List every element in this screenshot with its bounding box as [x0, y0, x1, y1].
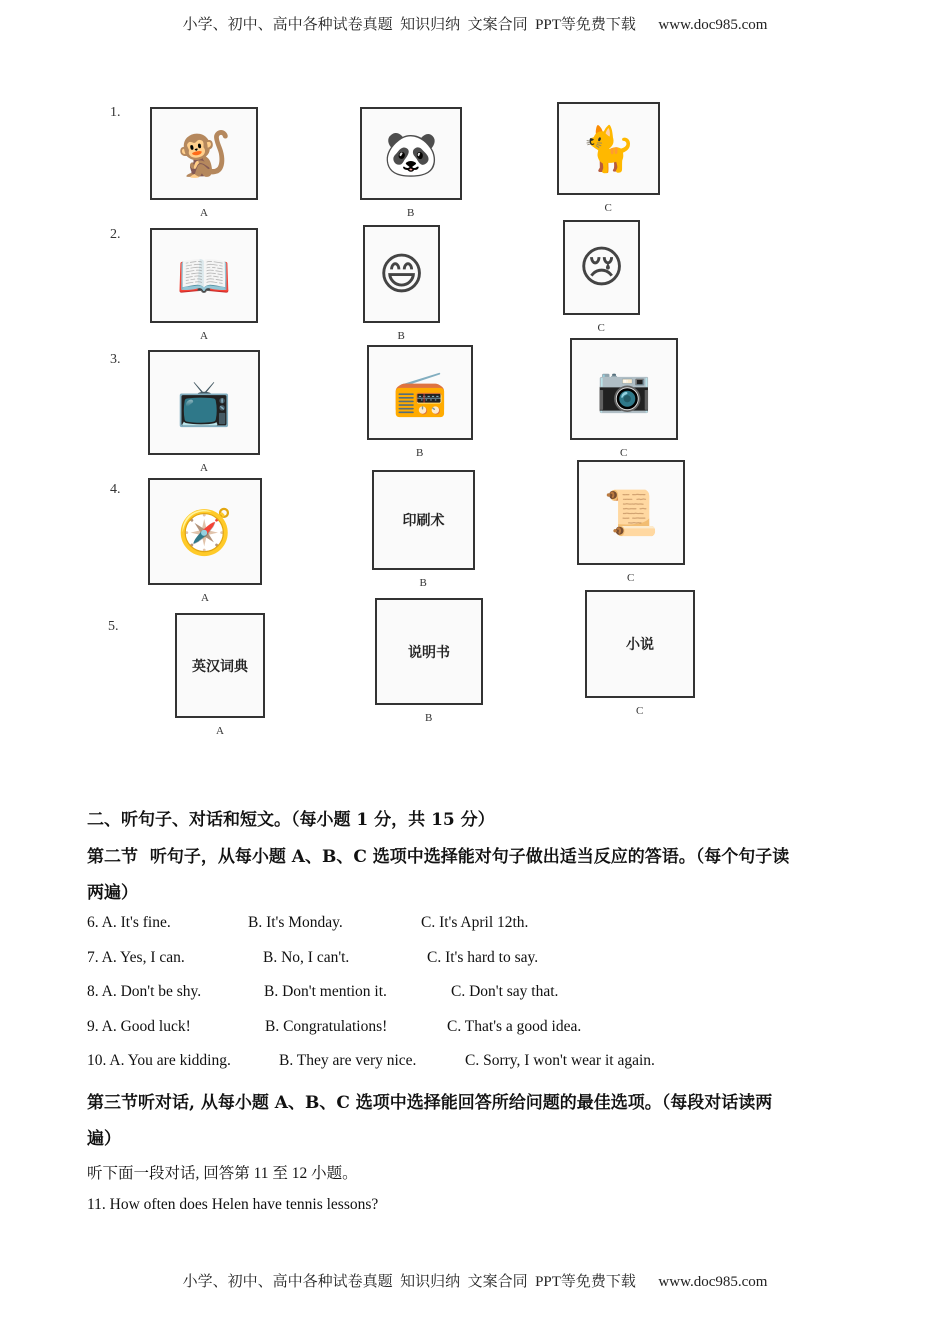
part2-instruction-cont: 两遍）	[87, 883, 138, 903]
page-footer	[0, 1270, 950, 1291]
question-7-option-c: C. It's hard to say.	[427, 948, 539, 966]
dictionary-picture	[175, 613, 265, 718]
option-label: B	[419, 577, 427, 589]
option-label: B	[397, 330, 405, 342]
question-10-option-a: 10. A. You are kidding.	[87, 1052, 231, 1069]
question-6-option-a: 6. A. It's fine.	[87, 914, 171, 931]
question-8-option-b: B. Don't mention it.	[264, 983, 387, 1000]
option-label: A	[200, 462, 208, 474]
radio-icon: 📻	[392, 367, 448, 419]
option-label: B	[425, 712, 433, 724]
question-10-option-c: C. Sorry, I won't wear it again.	[465, 1052, 655, 1069]
novel-picture-text: 小说	[626, 637, 654, 653]
question-6-option-b: B. It's Monday.	[248, 914, 343, 931]
picture-question-number: 1.	[110, 105, 121, 120]
option-label: C	[604, 202, 612, 214]
paper-scroll-icon: 📜	[603, 487, 659, 539]
compass-picture	[148, 478, 262, 585]
section-title: 二、听句子、对话和短文。（每小题 1 分，共 15 分）	[87, 810, 495, 830]
picture-question-number: 4.	[110, 482, 121, 497]
part3-instruction-cont: 遍）	[87, 1129, 121, 1149]
printing-picture-text: 印刷术	[402, 513, 445, 529]
monkey-picture	[150, 107, 258, 200]
option-label: A	[201, 592, 209, 604]
footer-text: 小学、初中、高中各种试卷真题 知识归纳 文案合同 PPT等免费下载	[182, 1274, 636, 1290]
header-text: 小学、初中、高中各种试卷真题 知识归纳 文案合同 PPT等免费下载	[182, 17, 636, 33]
picture-question-number: 2.	[110, 227, 121, 242]
dictionary-picture-text: 英汉词典	[192, 658, 248, 675]
picture-question-number: 3.	[110, 352, 121, 367]
option-label: C	[620, 447, 628, 459]
cat-and-mouse-icon: 🐈	[581, 123, 636, 175]
header-site: www.doc985.com	[658, 17, 768, 33]
cat-and-mouse-picture	[557, 102, 660, 195]
question-7-option-a: 7. A. Yes, I can.	[87, 948, 185, 966]
camera-picture	[570, 338, 678, 440]
boy-reading-picture	[150, 228, 258, 323]
tv-icon: 📺	[176, 377, 232, 429]
panda-picture	[360, 107, 462, 200]
option-label: A	[200, 207, 208, 219]
tv-picture	[148, 350, 260, 455]
compass-icon: 🧭	[177, 506, 233, 558]
boy-laughing-icon: 😄	[378, 248, 425, 300]
paper-scroll-picture	[577, 460, 685, 565]
question-7-option-b: B. No, I can't.	[263, 948, 350, 966]
option-label: C	[627, 572, 635, 584]
dialogue-instruction: 听下面一段对话, 回答第 11 至 12 小题。	[87, 1165, 358, 1182]
part3-instruction: 第三节听对话, 从每小题 A、B、C 选项中选择能回答所给问题的最佳选项。（每段对话读两	[87, 1093, 773, 1113]
boy-crying-icon: 😢	[578, 242, 625, 293]
question-9-option-c: C. That's a good idea.	[447, 1017, 582, 1035]
question-9-option-a: 9. A. Good luck!	[87, 1017, 191, 1035]
question-10-option-b: B. They are very nice.	[279, 1052, 417, 1069]
question-11: 11. How often does Helen have tennis lessons?	[87, 1196, 379, 1213]
printing-picture	[372, 470, 475, 570]
part2-instruction: 第二节 听句子，从每小题 A、B、C 选项中选择能对句子做出适当反应的答语。（每个句子读	[87, 847, 790, 867]
manual-picture-text: 说明书	[408, 644, 450, 661]
footer-site: www.doc985.com	[658, 1274, 768, 1290]
question-8-option-c: C. Don't say that.	[451, 983, 559, 1000]
novel-picture	[585, 590, 695, 698]
option-label: A	[216, 725, 224, 737]
panda-icon: 🐼	[383, 128, 439, 180]
question-8-option-a: 8. A. Don't be shy.	[87, 983, 202, 1000]
picture-question-number: 5.	[108, 619, 119, 634]
option-label: B	[407, 207, 415, 219]
page-header	[0, 13, 950, 34]
option-label: C	[597, 322, 605, 334]
monkey-icon: 🐒	[176, 128, 232, 180]
boy-reading-icon: 📖	[176, 250, 232, 302]
boy-crying-picture	[563, 220, 640, 315]
question-9-option-b: B. Congratulations!	[265, 1017, 388, 1035]
boy-laughing-picture	[363, 225, 440, 323]
manual-picture	[375, 598, 483, 705]
option-label: C	[636, 705, 644, 717]
radio-picture	[367, 345, 473, 440]
question-6-option-c: C. It's April 12th.	[421, 914, 529, 931]
camera-icon: 📷	[596, 364, 652, 415]
option-label: A	[200, 330, 208, 342]
option-label: B	[416, 447, 424, 459]
